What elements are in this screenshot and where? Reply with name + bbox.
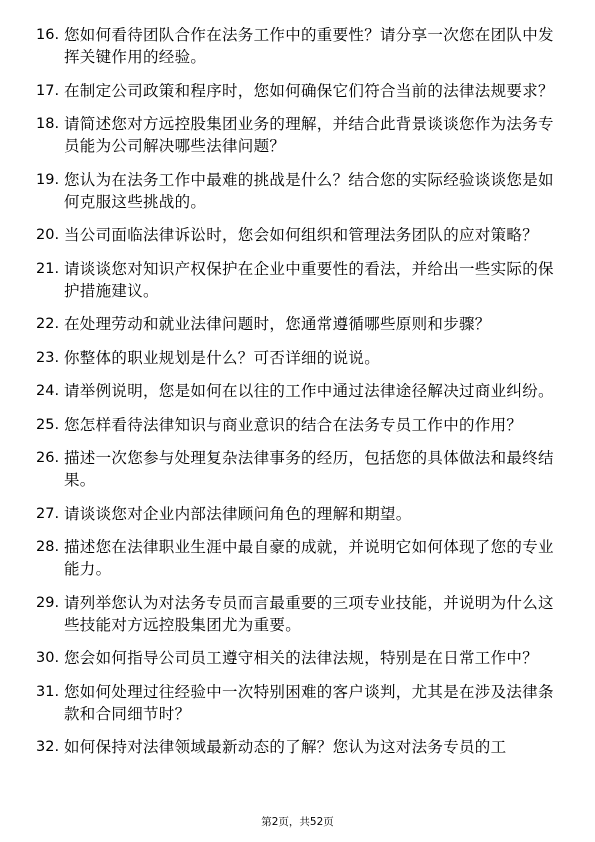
- question-item: [36, 536, 566, 580]
- question-text: 您如何处理过往经验中一次特别困难的客户谈判，尤其是在涉及法律条款和合同细节时？: [64, 682, 554, 723]
- question-item: [36, 736, 566, 758]
- question-number: 21.: [36, 260, 60, 277]
- question-item: [36, 503, 566, 525]
- question-item: [36, 592, 566, 636]
- question-item: [36, 80, 566, 102]
- question-text: 您怎样看待法律知识与商业意识的结合在法务专员工作中的作用？: [64, 415, 523, 434]
- question-text: 描述一次您参与处理复杂法律事务的经历，包括您的具体做法和最终结果。: [64, 449, 554, 489]
- question-number: 29.: [36, 594, 60, 611]
- question-item: [36, 380, 566, 402]
- question-item: [36, 414, 566, 436]
- question-number: 17.: [36, 82, 60, 99]
- question-text: 如何保持对法律领域最新动态的了解？您认为这对法务专员的工: [64, 738, 507, 756]
- question-number: 32.: [36, 739, 60, 755]
- question-number: 31.: [36, 683, 60, 700]
- question-number: 26.: [36, 450, 60, 466]
- question-number: 24.: [36, 383, 60, 399]
- question-item: [36, 347, 566, 369]
- question-text: 请举例说明，您是如何在以往的工作中通过法律途径解决过商业纠纷。: [64, 382, 554, 400]
- question-number: 20.: [36, 227, 60, 243]
- question-text: 您认为在法务工作中最难的挑战是什么？结合您的实际经验谈谈您是如何克服这些挑战的。: [64, 170, 554, 211]
- question-item: [36, 447, 566, 491]
- question-text: 描述您在法律职业生涯中最自豪的成就，并说明它如何体现了您的专业能力。: [64, 538, 554, 578]
- question-text: 您会如何指导公司员工遵守相关的法律法规，特别是在日常工作中？: [64, 649, 539, 667]
- question-item: [36, 224, 566, 246]
- question-text: 请谈谈您对企业内部法律顾问角色的理解和期望。: [64, 504, 412, 523]
- question-item: [36, 169, 566, 213]
- question-number: 19.: [36, 171, 60, 188]
- question-text: 在制定公司政策和程序时，您如何确保它们符合当前的法律法规要求？: [64, 81, 554, 100]
- question-item: [36, 113, 566, 157]
- question-number: 18.: [36, 116, 60, 132]
- question-number: 16.: [36, 27, 60, 43]
- question-text: 当公司面临法律诉讼时，您会如何组织和管理法务团队的应对策略？: [64, 226, 539, 244]
- question-item: [36, 647, 566, 669]
- question-item: [36, 258, 566, 302]
- question-text: 请列举您认为对法务专员而言最重要的三项专业技能，并说明为什么这些技能对方远控股集团尤为重要。: [64, 593, 554, 634]
- question-item: [36, 313, 566, 335]
- question-list: [36, 24, 566, 770]
- question-text: 您如何看待团队合作在法务工作中的重要性？请分享一次您在团队中发挥关键作用的经验。: [64, 26, 554, 66]
- question-number: 30.: [36, 650, 60, 666]
- question-number: 23.: [36, 349, 60, 366]
- question-number: 22.: [36, 316, 60, 332]
- question-item: [36, 681, 566, 725]
- question-item: [36, 24, 566, 68]
- question-text: 请简述您对方远控股集团业务的理解，并结合此背景谈谈您作为法务专员能为公司解决哪些法律问题？: [64, 115, 554, 155]
- question-number: 28.: [36, 539, 60, 555]
- page-footer: [0, 815, 595, 829]
- question-text: 在处理劳动和就业法律问题时，您通常遵循哪些原则和步骤？: [64, 315, 491, 333]
- question-number: 27.: [36, 505, 60, 522]
- question-number: 25.: [36, 416, 60, 433]
- question-text: 你整体的职业规划是什么？可否详细的说说。: [64, 348, 381, 367]
- page-number-label: 第2页，共52页: [261, 816, 334, 828]
- question-text: 请谈谈您对知识产权保护在企业中重要性的看法，并给出一些实际的保护措施建议。: [64, 259, 554, 300]
